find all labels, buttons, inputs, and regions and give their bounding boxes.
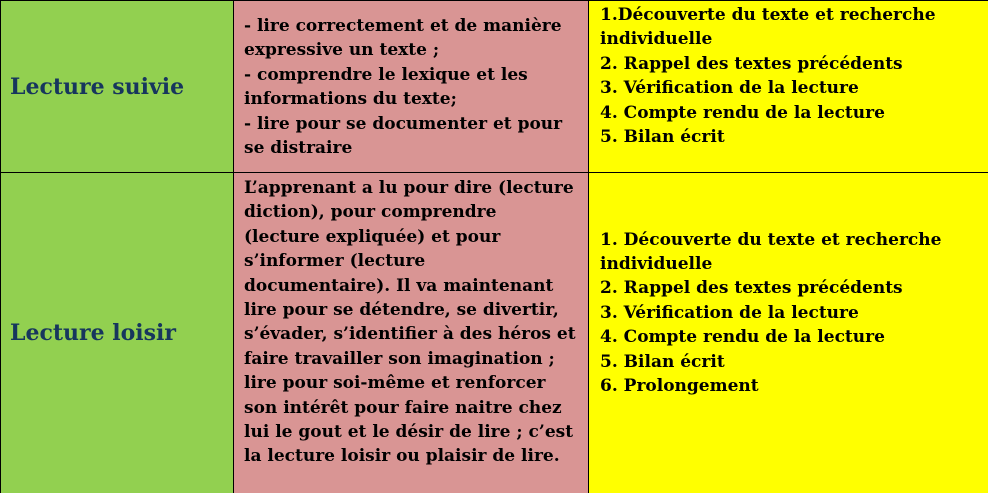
- objective-line: diction), pour comprendre: [244, 202, 497, 223]
- objective-line: la lecture loisir ou plaisir de lire.: [244, 446, 560, 467]
- step-line: 4. Compte rendu de la lecture: [600, 327, 885, 348]
- step-line: 3. Vérification de la lecture: [600, 302, 859, 323]
- objective-line: lui le gout et le désir de lire ; c’est: [244, 422, 574, 443]
- objective-line: expressive un texte ;: [244, 40, 440, 61]
- objectives-cell: [234, 1, 589, 173]
- objective-line: se distraire: [244, 138, 353, 159]
- steps-cell: [589, 1, 988, 173]
- table-row-lecture-loisir: [1, 173, 988, 493]
- step-line: 1. Découverte du texte et recherche: [600, 229, 942, 250]
- objective-line: documentaire). Il va maintenant: [244, 275, 554, 296]
- objective-line: son intérêt pour faire naitre chez: [244, 397, 562, 418]
- row-label-cell: [1, 173, 234, 493]
- objective-line: lire pour se détendre, se divertir,: [244, 300, 559, 321]
- objective-line: faire travailler son imagination ;: [244, 348, 555, 369]
- objective-line: - lire pour se documenter et pour: [244, 113, 563, 134]
- table-row-lecture-suivie: [1, 1, 988, 173]
- steps-cell: [589, 173, 988, 493]
- objective-line: lire pour soi-même et renforcer: [244, 373, 546, 394]
- objective-line: s’informer (lecture: [244, 251, 426, 272]
- step-line: individuelle: [600, 29, 713, 50]
- objective-line: informations du texte;: [244, 89, 457, 110]
- step-line: 6. Prolongement: [600, 376, 759, 397]
- row-label-cell: [1, 1, 234, 173]
- objective-line: (lecture expliquée) et pour: [244, 226, 501, 247]
- step-line: 3. Vérification de la lecture: [600, 78, 859, 99]
- row-label: Lecture suivie: [10, 73, 185, 100]
- row-label: Lecture loisir: [10, 320, 176, 346]
- step-line: 2. Rappel des textes précédents: [600, 278, 903, 299]
- step-line: 5. Bilan écrit: [600, 351, 725, 372]
- objective-line: - comprendre le lexique et les: [244, 64, 528, 85]
- objective-line: - lire correctement et de manière: [244, 16, 562, 36]
- step-line: 1.Découverte du texte et recherche: [600, 5, 936, 25]
- step-line: 2. Rappel des textes précédents: [600, 53, 903, 74]
- objectives-cell: [234, 173, 589, 493]
- step-line: 4. Compte rendu de la lecture: [600, 102, 885, 123]
- objective-line: L’apprenant a lu pour dire (lecture: [244, 178, 574, 198]
- objective-line: s’évader, s’identifier à des héros et: [244, 324, 576, 345]
- step-line: individuelle: [600, 253, 713, 274]
- step-line: 5. Bilan écrit: [600, 127, 725, 148]
